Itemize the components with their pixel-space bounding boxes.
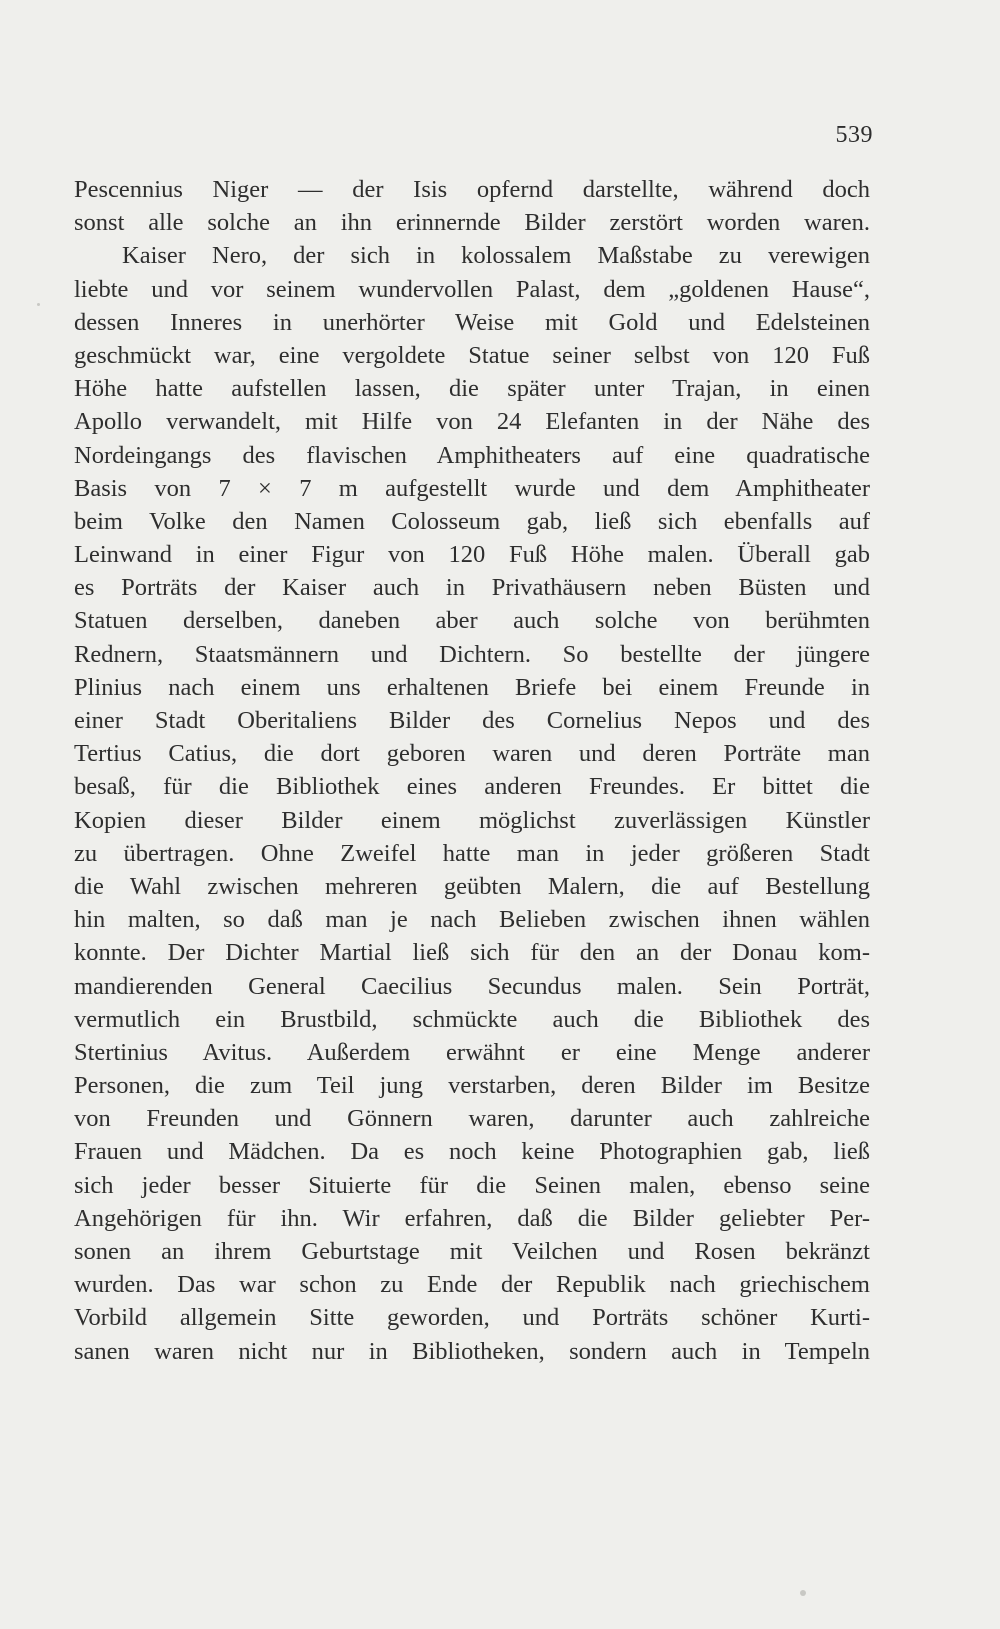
text-line: konnte. Der Dichter Martial ließ sich für den an der Donau kom- — [74, 939, 870, 967]
text-line: Höhe hatte aufstellen lassen, die später unter Trajan, in einen — [74, 375, 870, 403]
text-line: geschmückt war, eine vergoldete Statue seiner selbst von 120 Fuß — [74, 341, 870, 369]
page-number: 539 — [835, 122, 873, 148]
text-line: Pescennius Niger — der Isis opfernd darstellte, während doch — [74, 176, 870, 203]
text-line: Frauen und Mädchen. Da es noch keine Photographien gab, ließ — [74, 1138, 870, 1166]
text-line: die Wahl zwischen mehreren geübten Malern, die auf Bestellung — [74, 872, 870, 900]
text-line: sanen waren nicht nur in Bibliotheken, sondern auch in Tempeln — [74, 1337, 870, 1365]
text-line: beim Volke den Namen Colosseum gab, ließ sich ebenfalls auf — [74, 507, 870, 535]
text-line: liebte und vor seinem wundervollen Palast, dem „goldenen Hause“, — [74, 275, 870, 303]
text-line: Nordeingangs des flavischen Amphitheaters auf eine quadratische — [74, 441, 870, 469]
text-line: Vorbild allgemein Sitte geworden, und Porträts schöner Kurti- — [74, 1304, 870, 1332]
text-line: hin malten, so daß man je nach Belieben zwischen ihnen wählen — [74, 906, 870, 934]
text-line: einer Stadt Oberitaliens Bilder des Cornelius Nepos und des — [74, 707, 870, 734]
text-line: Kaiser Nero, der sich in kolossalem Maßstabe zu verewigen — [122, 242, 870, 270]
body-text — [74, 173, 870, 1368]
text-line: sich jeder besser Situierte für die Seinen malen, ebenso seine — [74, 1171, 870, 1199]
text-line: dessen Inneres in unerhörter Weise mit Gold und Edelsteinen — [74, 308, 870, 336]
text-line: Basis von 7 × 7 m aufgestellt wurde und dem Amphitheater — [74, 474, 870, 502]
text-line: sonst alle solche an ihn erinnernde Bilder zerstört worden waren. — [74, 209, 870, 237]
text-line: Rednern, Staatsmännern und Dichtern. So bestellte der jüngere — [74, 640, 870, 668]
text-line: es Porträts der Kaiser auch in Privathäusern neben Büsten und — [74, 574, 870, 602]
text-line: mandierenden General Caecilius Secundus malen. Sein Porträt, — [74, 972, 870, 1000]
text-line: Kopien dieser Bilder einem möglichst zuverlässigen Künstler — [74, 806, 870, 834]
text-line: Personen, die zum Teil jung verstarben, deren Bilder im Besitze — [74, 1072, 870, 1100]
text-line: zu übertragen. Ohne Zweifel hatte man in jeder größeren Stadt — [74, 839, 870, 867]
text-line: Angehörigen für ihn. Wir erfahren, daß die Bilder geliebter Per- — [74, 1204, 870, 1232]
text-line: Statuen derselben, daneben aber auch solche von berühmten — [74, 607, 870, 635]
text-line: wurden. Das war schon zu Ende der Republik nach griechischem — [74, 1271, 870, 1299]
text-line: Plinius nach einem uns erhaltenen Briefe bei einem Freunde in — [74, 673, 870, 701]
paper-speck — [37, 303, 40, 306]
text-line: Tertius Catius, die dort geboren waren und deren Porträte man — [74, 740, 870, 768]
text-line: besaß, für die Bibliothek eines anderen Freundes. Er bittet die — [74, 773, 870, 801]
text-line: Stertinius Avitus. Außerdem erwähnt er eine Menge anderer — [74, 1038, 870, 1066]
text-line: Leinwand in einer Figur von 120 Fuß Höhe malen. Überall gab — [74, 541, 870, 569]
paper-speck — [800, 1590, 806, 1596]
text-line: Apollo verwandelt, mit Hilfe von 24 Elefanten in der Nähe des — [74, 408, 870, 436]
text-line: vermutlich ein Brustbild, schmückte auch die Bibliothek des — [74, 1005, 870, 1033]
text-line: von Freunden und Gönnern waren, darunter auch zahlreiche — [74, 1105, 870, 1133]
text-line: sonen an ihrem Geburtstage mit Veilchen und Rosen bekränzt — [74, 1238, 870, 1265]
